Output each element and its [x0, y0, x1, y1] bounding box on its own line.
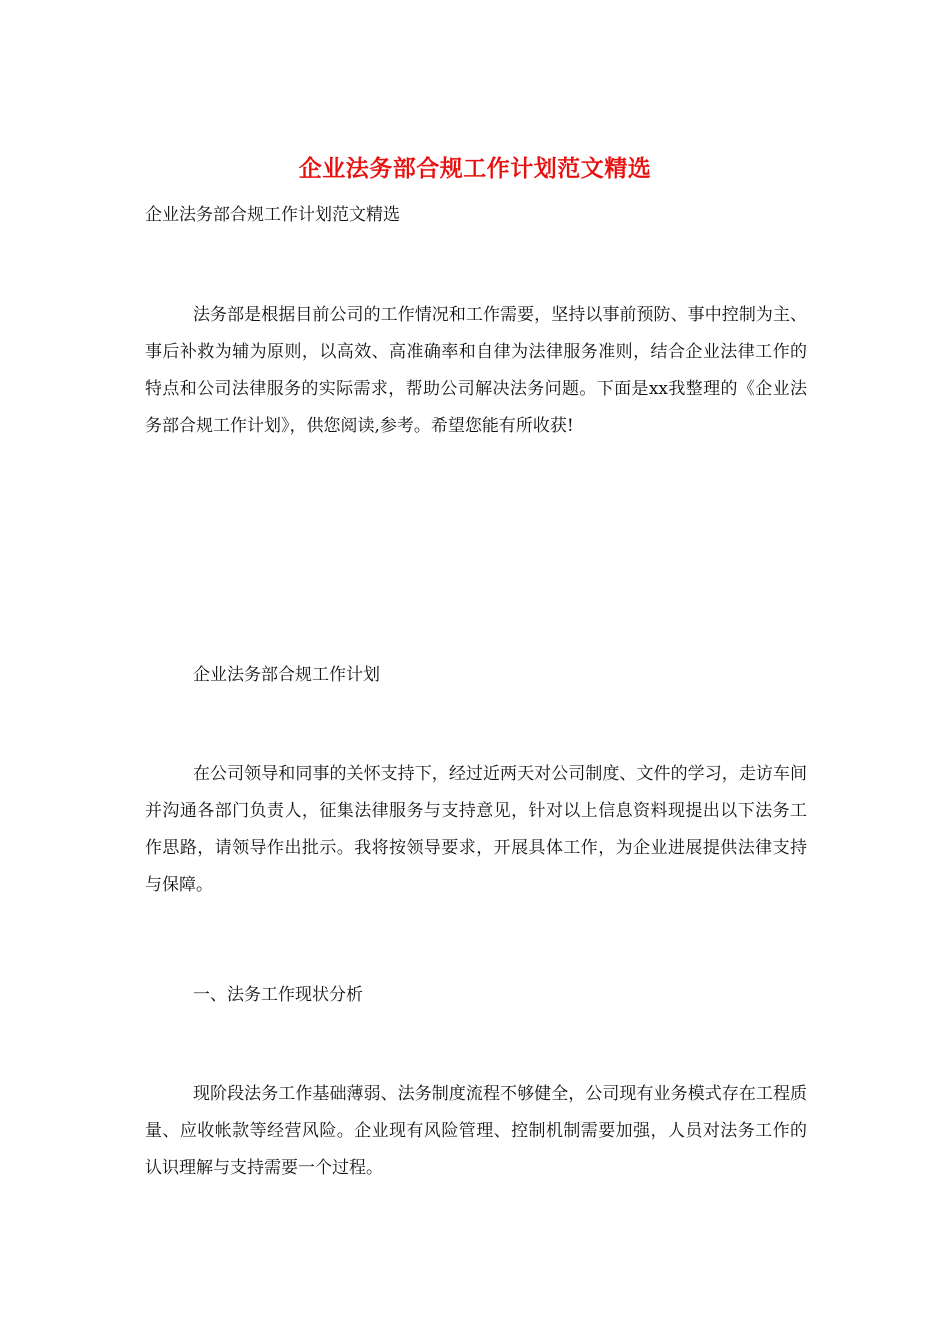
body-paragraph-1: 在公司领导和同事的关怀支持下，经过近两天对公司制度、文件的学习，走访车间并沟通各部门负责人，征集法律服务与支持意见，针对以上信息资料现提出以下法务工作思路，请领导作出批示。我将按领导要求，开展具体工作，为企业进展提供法律支持与保障。 [145, 764, 807, 895]
intro-paragraph: 法务部是根据目前公司的工作情况和工作需要，坚持以事前预防、事中控制为主、事后补救为辅为原则，以高效、高准确率和自律为法律服务准则，结合企业法律工作的特点和公司法律服务的实际需求，帮助公司解决法务问题。下面是xx我整理的《企业法务部合规工作计划》，供您阅读,参考。希望您能有所收获! [145, 305, 807, 436]
document-subtitle: 企业法务部合规工作计划范文精选 [145, 205, 400, 225]
document-title: 企业法务部合规工作计划范文精选 [298, 155, 652, 182]
heading-current-status: 一、法务工作现状分析 [193, 985, 363, 1005]
section-title: 企业法务部合规工作计划 [193, 665, 380, 685]
body-paragraph-2: 现阶段法务工作基础薄弱、法务制度流程不够健全，公司现有业务模式存在工程质量、应收帐款等经营风险。企业现有风险管理、控制机制需要加强，人员对法务工作的认识理解与支持需要一个过程。 [145, 1084, 807, 1178]
